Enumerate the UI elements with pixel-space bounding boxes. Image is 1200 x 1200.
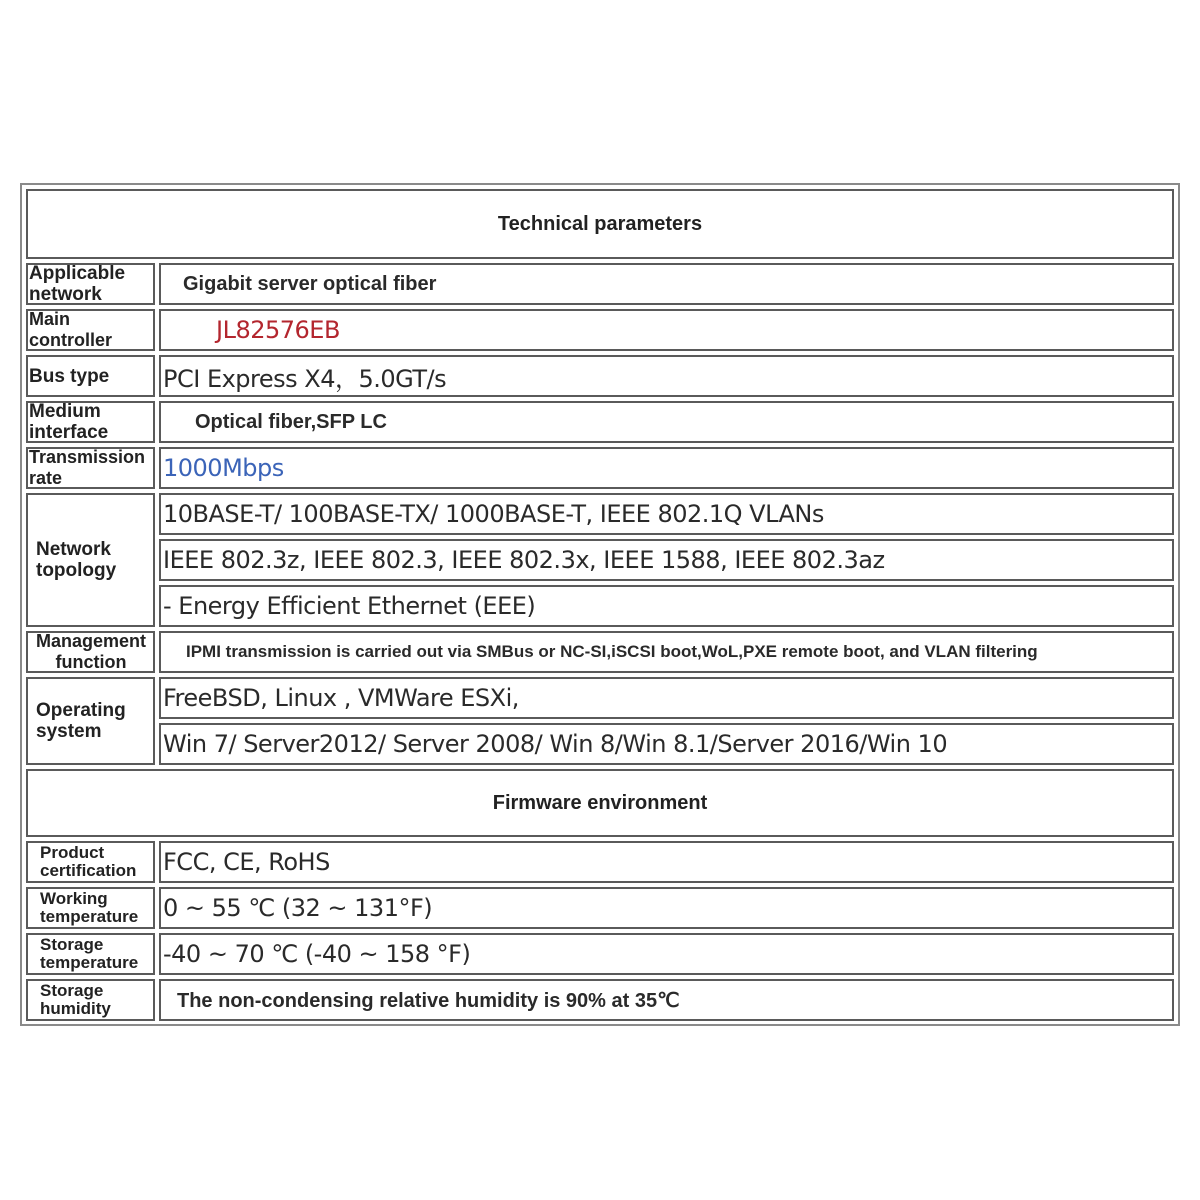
bus-type-label: Bus type	[26, 355, 155, 397]
network-topology-value-3: - Energy Efficient Ethernet (EEE)	[159, 585, 1174, 627]
product-certification-value: FCC, CE, RoHS	[159, 841, 1174, 883]
management-function-value: IPMI transmission is carried out via SMBus or NC-SI,iSCSI boot,WoL,PXE remote boot, and VLAN filtering	[159, 631, 1174, 673]
network-topology-value-2: IEEE 802.3z, IEEE 802.3, IEEE 802.3x, IEEE 1588, IEEE 802.3az	[159, 539, 1174, 581]
product-certification-label: Product certification	[26, 841, 155, 883]
operating-system-value-2: Win 7/ Server2012/ Server 2008/ Win 8/Win 8.1/Server 2016/Win 10	[159, 723, 1174, 765]
network-topology-value-1: 10BASE-T/ 100BASE-TX/ 1000BASE-T, IEEE 802.1Q VLANs	[159, 493, 1174, 535]
working-temperature-label: Working temperature	[26, 887, 155, 929]
storage-humidity-value: The non-condensing relative humidity is 90% at 35℃	[159, 979, 1174, 1021]
medium-interface-value: Optical fiber,SFP LC	[159, 401, 1174, 443]
operating-system-label: Operating system	[26, 677, 155, 765]
applicable-network-value: Gigabit server optical fiber	[159, 263, 1174, 305]
storage-temperature-label: Storage temperature	[26, 933, 155, 975]
management-function-label: Management function	[26, 631, 155, 673]
storage-temperature-value: -40 ~ 70 ℃ (-40 ~ 158 °F)	[159, 933, 1174, 975]
storage-humidity-label: Storage humidity	[26, 979, 155, 1021]
bus-type-value: PCI Express X4，5.0GT/s	[159, 355, 1174, 397]
firmware-environment-header: Firmware environment	[26, 769, 1174, 837]
technical-parameters-header: Technical parameters	[26, 189, 1174, 259]
network-topology-label: Network topology	[26, 493, 155, 627]
operating-system-value-1: FreeBSD, Linux , VMWare ESXi,	[159, 677, 1174, 719]
main-controller-value: JL82576EB	[159, 309, 1174, 351]
spec-table	[20, 183, 1180, 1026]
working-temperature-value: 0 ~ 55 ℃ (32 ~ 131°F)	[159, 887, 1174, 929]
transmission-rate-label: Transmission rate	[26, 447, 155, 489]
transmission-rate-value: 1000Mbps	[159, 447, 1174, 489]
applicable-network-label: Applicable network	[26, 263, 155, 305]
main-controller-label: Main controller	[26, 309, 155, 351]
medium-interface-label: Medium interface	[26, 401, 155, 443]
